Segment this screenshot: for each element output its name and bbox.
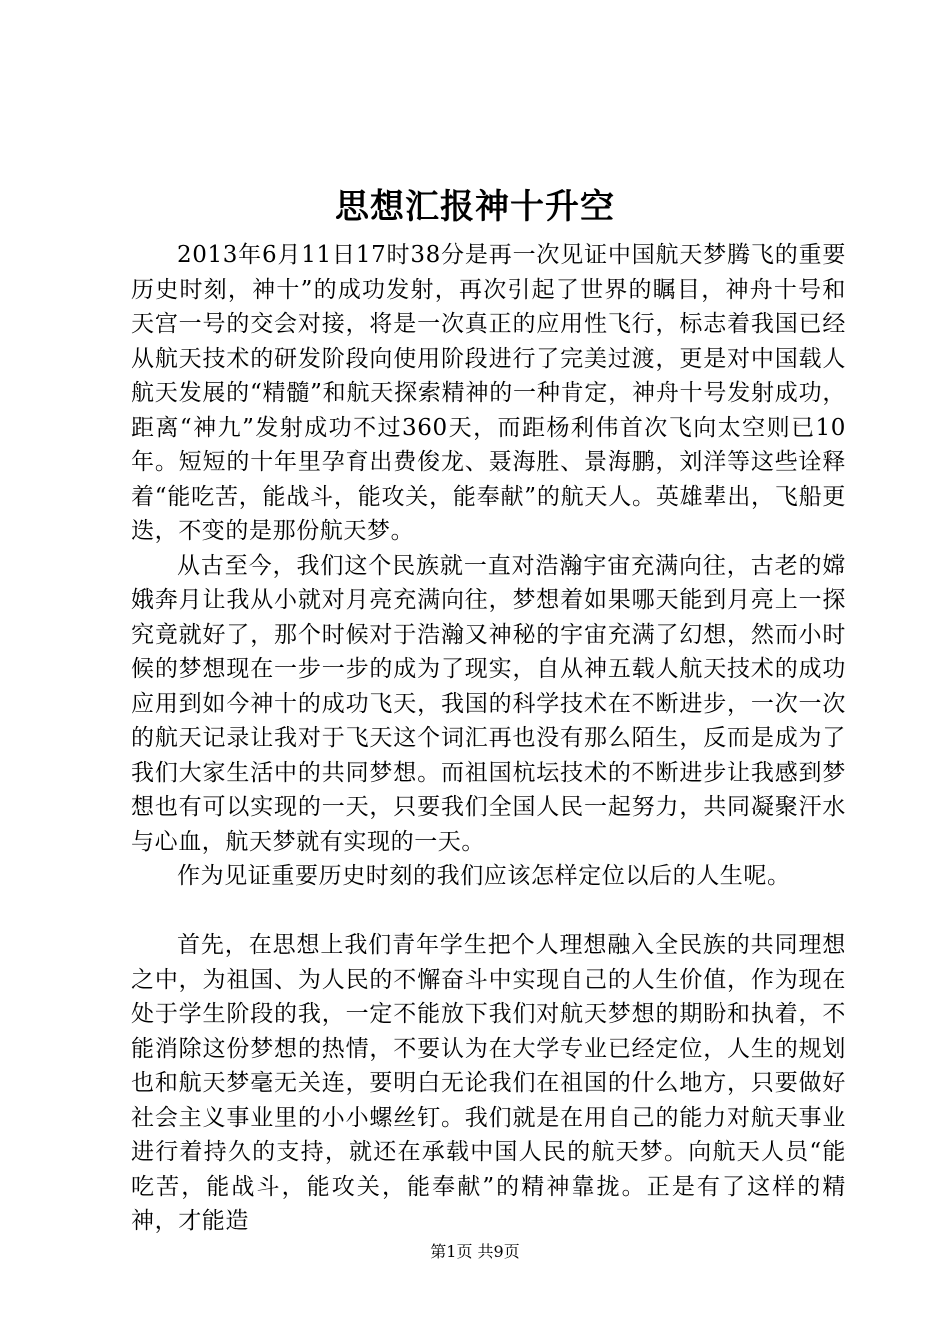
page-title: 思想汇报神十升空 (335, 187, 615, 227)
document-body (131, 238, 846, 1239)
paragraph-1: 2013年6月11日17时38分是再一次见证中国航天梦腾飞的重要历史时刻，神十”的成功发射，再次引起了世界的瞩目，神舟十号和天宫一号的交会对接，将是一次真正的应用性飞行，标志着我国已经从航天技术的研发阶段向使用阶段进行了完美过渡，更是对中国载人航天发展的“精髓”和航天探索精神的一种肯定，神舟十号发射成功，距离“神九”发射成功不过360天，而距杨利伟首次飞向太空则已10年。短短的十年里孕育出费俊龙、聂海胜、景海鹏，刘洋等这些诠释着“能吃苦，能战斗，能攻关，能奉献”的航天人。英雄辈出，飞船更迭，不变的是那份航天梦。 (131, 242, 846, 544)
page-footer: 第1页 共9页 (430, 1242, 520, 1261)
paragraph-2: 从古至今，我们这个民族就一直对浩瀚宇宙充满向往，古老的嫦娥奔月让我从小就对月亮充满向往，梦想着如果哪天能到月亮上一探究竟就好了，那个时候对于浩瀚又神秘的宇宙充满了幻想，然而小时候的梦想现在一步一步的成为了现实，自从神五载人航天技术的成功应用到如今神十的成功飞天，我国的科学技术在不断进步，一次一次的航天记录让我对于飞天这个词汇再也没有那么陌生，反而是成为了我们大家生活中的共同梦想。而祖国杭坛技术的不断进步让我感到梦想也有可以实现的一天，只要我们全国人民一起努力，共同凝聚汗水与心血，航天梦就有实现的一天。 (131, 552, 846, 855)
paragraph-3: 作为见证重要历史时刻的我们应该怎样定位以后的人生呢。 (177, 863, 791, 889)
paragraph-spacer (131, 894, 846, 929)
paragraph-4: 首先，在思想上我们青年学生把个人理想融入全民族的共同理想之中，为祖国、为人民的不懈奋斗中实现自己的人生价值，作为现在处于学生阶段的我，一定不能放下我们对航天梦想的期盼和执着，不能消除这份梦想的热情，不要认为在大学专业已经定位，人生的规划也和航天梦毫无关连，要明白无论我们在祖国的什么地方，只要做好社会主义事业里的小小螺丝钉。我们就是在用自己的能力对航天事业进行着持久的支持，就还在承载中国人民的航天梦。向航天人员“能吃苦，能战斗，能攻关，能奉献”的精神靠拢。正是有了这样的精神，才能造 (131, 932, 846, 1234)
